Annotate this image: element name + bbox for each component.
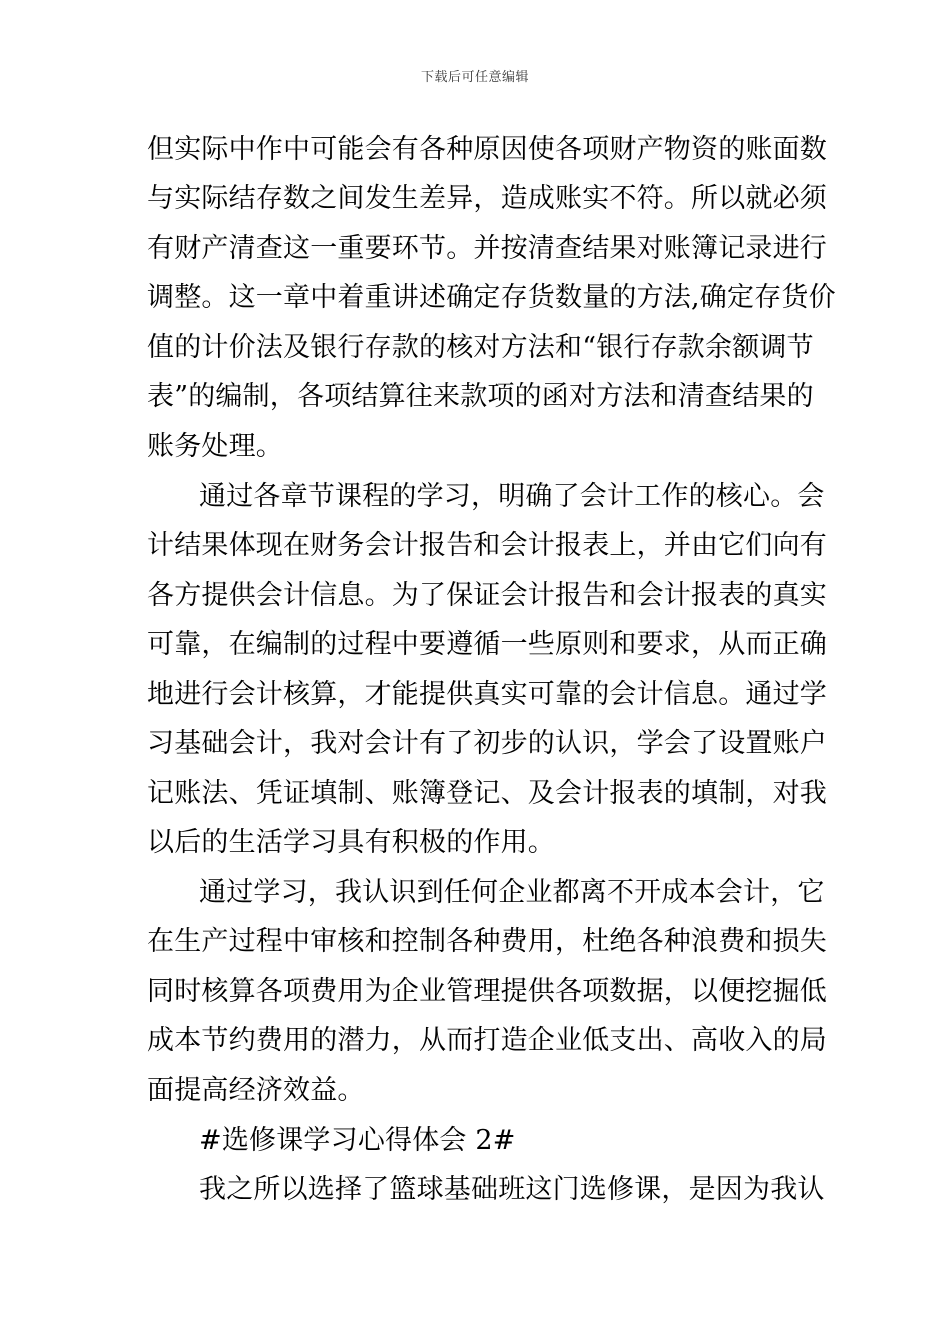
text-line: 我之所以选择了篮球基础班这门选修课，是因为我认 [199,1174,825,1205]
text-line: 成本节约费用的潜力，从而打造企业低支出、高收入的局 [147,1025,827,1056]
text-line: 调整。这一章中着重讲述确定存货数量的方法,确定存货价 [147,282,836,313]
text-line: 地进行会计核算，才能提供真实可靠的会计信息。通过学 [147,679,827,710]
text-line: 同时核算各项费用为企业管理提供各项数据，以便挖掘低 [147,976,827,1007]
section-heading: #选修课学习心得体会 2# [199,1125,516,1156]
text-line: 在生产过程中审核和控制各种费用，杜绝各种浪费和损失 [147,926,827,957]
text-line: 记账法、凭证填制、账簿登记、及会计报表的填制，对我 [147,778,827,809]
text-line: 表”的编制，各项结算往来款项的函对方法和清查结果的 [147,381,814,412]
text-line: 但实际中作中可能会有各种原因使各项财产物资的账面数 [147,134,827,165]
text-line: 习基础会计，我对会计有了初步的认识，学会了设置账户 [147,728,827,759]
text-line: 值的计价法及银行存款的核对方法和“银行存款余额调节 [147,332,814,363]
text-line: 通过各章节课程的学习，明确了会计工作的核心。会 [199,481,825,512]
text-line: 各方提供会计信息。为了保证会计报告和会计报表的真实 [147,580,827,611]
text-line: 计结果体现在财务会计报告和会计报表上，并由它们向有 [147,530,827,561]
text-line: 账务处理。 [147,431,283,462]
text-line: 通过学习，我认识到任何企业都离不开成本会计，它 [199,877,825,908]
page-header: 下载后可任意编辑 [420,70,529,85]
text-line: 与实际结存数之间发生差异，造成账实不符。所以就必须 [147,183,827,214]
text-line: 可靠，在编制的过程中要遵循一些原则和要求，从而正确 [147,629,827,660]
text-line: 面提高经济效益。 [147,1075,365,1106]
text-line: 有财产清查这一重要环节。并按清查结果对账簿记录进行 [147,233,827,264]
text-line: 以后的生活学习具有积极的作用。 [147,827,555,858]
